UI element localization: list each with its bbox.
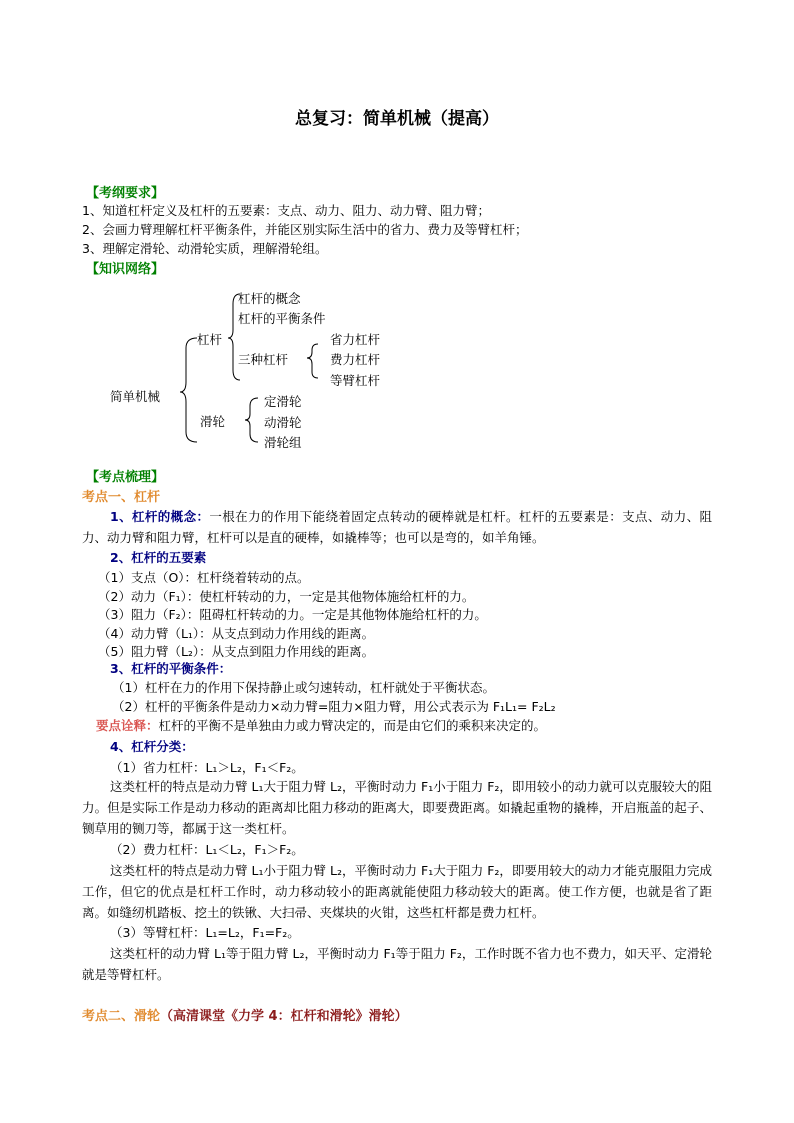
class-saving-title: （1）省力杠杆：L₁＞L₂，F₁＜F₂。 <box>110 760 304 775</box>
five-elements-heading: 2、杠杆的五要素 <box>110 550 207 565</box>
class-saving-text: 这类杠杆的特点是动力臂 L₁大于阻力臂 L₂，平衡时动力 F₁小于阻力 F₂，即用较小的动力就可以克服较大的阻力。但是实际工作是动力移动的距离却比阻力移动的距离大，即要费距离。如撬起重物的撬棒，开启瓶盖的起子、铡草用的铡刀等，都属于这一类杠杆。 <box>82 779 712 836</box>
tree-node-equal-lever: 等臂杠杆 <box>330 373 381 388</box>
five-element-item: （1）支点（O）：杠杆绕着转动的点。 <box>98 570 310 585</box>
tree-node-movable-pulley: 动滑轮 <box>264 415 302 430</box>
five-element-item: （2）动力（F₁）：使杠杆转动的力，一定是其他物体施给杠杆的力。 <box>98 589 475 604</box>
balance-item: （2）杠杆的平衡条件是动力×动力臂=阻力×阻力臂，用公式表示为 F₁L₁= F₂L₂ <box>112 699 556 714</box>
tree-node-lever-balance: 杠杆的平衡条件 <box>238 311 326 326</box>
point-heading-lever: 考点一、杠杆 <box>82 490 161 505</box>
page-title: 总复习：简单机械（提高） <box>295 109 499 129</box>
class-equal-title: （3）等臂杠杆：L₁=L₂，F₁=F₂。 <box>110 925 300 940</box>
five-element-item: （4）动力臂（L₁）：从支点到动力作用线的距离。 <box>98 626 375 641</box>
requirement-item: 2、会画力臂理解杠杆平衡条件，并能区别实际生活中的省力、费力及等臂杠杆； <box>82 222 528 237</box>
requirement-item: 3、理解定滑轮、动滑轮实质，理解滑轮组。 <box>82 241 328 256</box>
point2-label: 考点二、滑轮 <box>82 1009 161 1024</box>
five-element-item: （3）阻力（F₂）：阻碍杠杆转动的力。一定是其他物体施给杠杆的力。 <box>98 607 487 622</box>
tree-node-saving-lever: 省力杠杆 <box>330 332 381 347</box>
point2-link[interactable]: （高清课堂《力学 4：杠杆和滑轮》滑轮） <box>160 1009 408 1024</box>
key-note-text: 杠杆的平衡不是单独由力或力臂决定的，而是由它们的乘积来决定的。 <box>158 718 547 733</box>
lever-concept-paragraph <box>82 506 712 548</box>
requirement-item: 1、知道杠杆定义及杠杆的五要素：支点、动力、阻力、动力臂、阻力臂； <box>82 203 490 218</box>
tree-node-costing-lever: 费力杠杆 <box>330 352 381 367</box>
tree-node-fixed-pulley: 定滑轮 <box>264 394 302 409</box>
class-costing-text: 这类杠杆的特点是动力臂 L₁小于阻力臂 L₂，平衡时动力 F₁大于阻力 F₂，即要用较大的动力才能克服阻力完成工作，但它的优点是杠杆工作时，动力移动较小的距离就能使阻力移动较大的距离。使工作方便，也就是省了距离。如缝纫机踏板、挖土的铁锹、大扫帚、夹煤块的火钳，这些杠杆都是费力杠杆。 <box>82 863 712 920</box>
balance-heading: 3、杠杆的平衡条件： <box>110 661 232 676</box>
tree-node-pulley-group: 滑轮组 <box>264 435 302 450</box>
section-heading-kgyq: 【考纲要求】 <box>86 186 165 201</box>
five-element-item: （5）阻力臂（L₂）：从支点到阻力作用线的距离。 <box>98 644 375 659</box>
classification-heading: 4、杠杆分类： <box>110 739 194 754</box>
lever-concept-label: 1、杠杆的概念： <box>110 509 210 524</box>
balance-item: （1）杠杆在力的作用下保持静止或匀速转动，杠杆就处于平衡状态。 <box>112 680 495 695</box>
key-note-label: 要点诠释： <box>96 718 159 733</box>
class-equal-text: 这类杠杆的动力臂 L₁等于阻力臂 L₂，平衡时动力 F₁等于阻力 F₂，工作时既不省力也不费力，如天平、定滑轮就是等臂杠杆。 <box>82 946 712 982</box>
tree-node-lever-concept: 杠杆的概念 <box>238 291 301 306</box>
tree-node-three-levers: 三种杠杆 <box>238 352 289 367</box>
key-note <box>96 716 546 735</box>
section-heading-zswl: 【知识网络】 <box>86 262 165 277</box>
point-heading-pulley <box>82 1005 408 1024</box>
lever-concept-text: 一根在力的作用下能绕着固定点转动的硬棒就是杠杆。杠杆的五要素是：支点、动力、阻力、动力臂和阻力臂，杠杆可以是直的硬棒，如撬棒等；也可以是弯的，如羊角锤。 <box>82 509 712 545</box>
tree-node-pulley: 滑轮 <box>200 414 226 429</box>
tree-node-lever: 杠杆 <box>197 332 223 347</box>
class-costing-title: （2）费力杠杆：L₁＜L₂，F₁＞F₂。 <box>110 842 304 857</box>
section-heading-kdsl: 【考点梳理】 <box>86 470 165 485</box>
tree-root: 简单机械 <box>110 389 161 404</box>
